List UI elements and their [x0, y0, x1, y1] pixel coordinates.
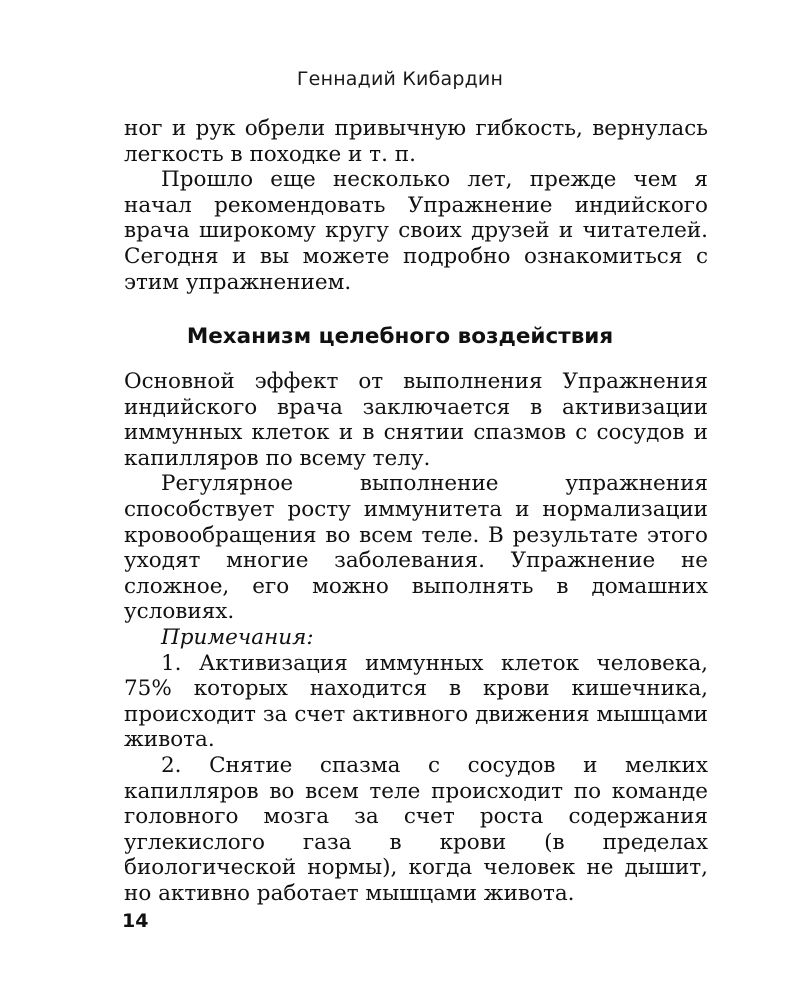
- intro-text-block: [124, 116, 708, 295]
- page-number: 14: [122, 910, 149, 932]
- section-paragraph-1: Основной эффект от выполнения Упражнения индийского врача заключается в активизации иммунных клеток и в снятии спазмов с сосудов и капилляров по всему телу.: [124, 369, 708, 471]
- continuation-line-2: легкость в походке и т. п.: [124, 141, 416, 167]
- running-header: Геннадий Кибардин: [296, 68, 504, 90]
- section-text-block: [124, 369, 708, 906]
- continuation-line-1: ног и рук обрели привычную гибкость, вернулась: [124, 116, 708, 141]
- section-paragraph-2: Регулярное выполнение упражнения способствует росту иммунитета и нормализации кровообращения во всем теле. В результате этого уходят многие заболевания. Упражнение не сложное, его можно выполнять в домашних условиях.: [124, 471, 708, 625]
- section-heading: Механизм целебного воздействия: [186, 324, 614, 349]
- note-1: 1. Активизация иммунных клеток человека, 75% которых находится в крови кишечника, происходит за счет активного движения мышцами живота.: [124, 650, 708, 753]
- notes-label: Примечания:: [161, 624, 314, 650]
- note-2: 2. Снятие спазма с сосудов и мелких капилляров во всем теле происходит по команде головного мозга за счет роста содержания углекислого газа в крови (в пределах биологической нормы), когда человек не дышит, но активно работает мышцами живота.: [124, 752, 708, 906]
- intro-paragraph: Прошло еще несколько лет, прежде чем я начал рекомендовать Упражнение индийского врача широкому кругу своих друзей и читателей. Сегодня и вы можете подробно ознакомиться с этим упражнением.: [124, 167, 708, 295]
